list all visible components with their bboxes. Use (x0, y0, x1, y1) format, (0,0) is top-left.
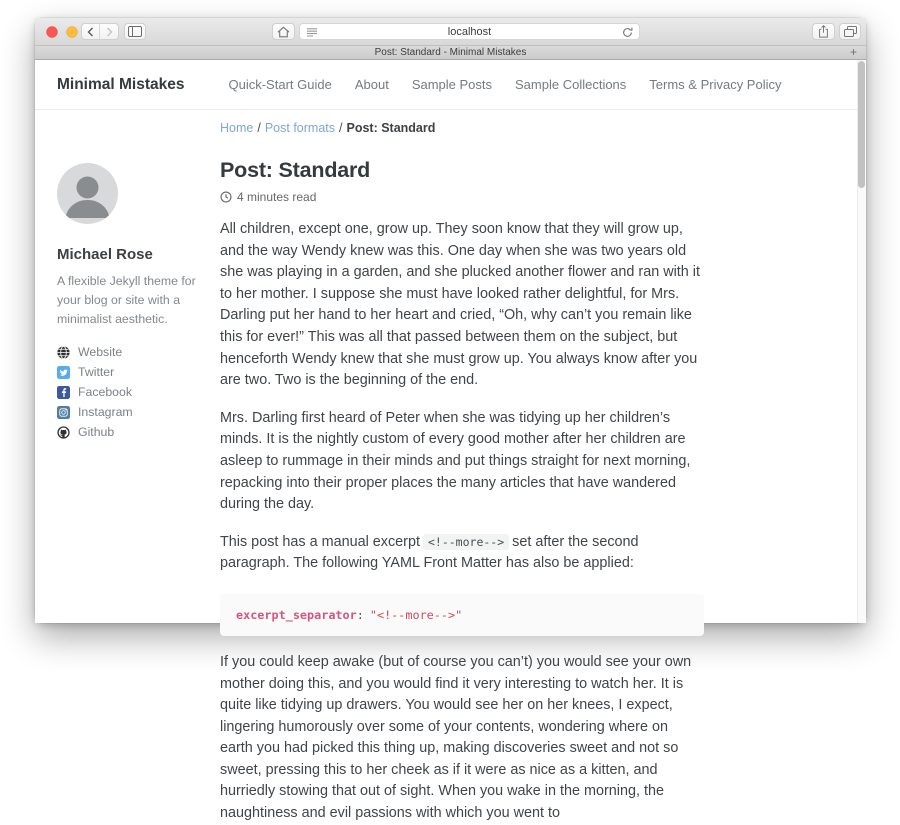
share-icon (818, 25, 829, 38)
breadcrumb (220, 121, 704, 135)
forward-icon (106, 27, 113, 37)
reader-icon[interactable] (307, 28, 318, 37)
author-link-facebook[interactable] (57, 382, 220, 402)
breadcrumb-current: Post: Standard (346, 121, 436, 135)
post-title: Post: Standard (220, 158, 371, 182)
forward-button[interactable] (100, 24, 118, 39)
github-icon (57, 426, 70, 439)
code-colon: : (356, 607, 364, 622)
active-tab[interactable]: Post: Standard - Minimal Mistakes (374, 47, 527, 58)
home-icon (277, 26, 290, 38)
reload-icon[interactable] (622, 27, 633, 38)
excerpt-note-after: set after the second paragraph. The following YAML Front Matter has also be applied: (220, 533, 639, 572)
excerpt-note-before: This post has a manual excerpt (220, 533, 420, 550)
yaml-code-block (220, 594, 704, 636)
tab-bar (35, 46, 866, 60)
article (220, 110, 704, 825)
history-nav-group (81, 23, 119, 40)
post-paragraph: All children, except one, grow up. They soon know that they will grow up, and the way Wendy knew was this. One day when she was two years old she was playing in a garden, and she plucked another flower and ran with it to her mother. I suppose she must have looked rather delightful, for Mrs. Darling put her hand to her heart and cried, “Oh, why can’t you remain like this for ever!” This was all that passed between them on the subject, but henceforth Wendy knew that she must grow up. You always know after you are two. Two is the beginning of the end. (220, 221, 700, 389)
new-tab-button[interactable]: + (849, 45, 857, 59)
author-links (57, 342, 220, 442)
tabs-overview-icon (844, 26, 857, 37)
twitter-icon (57, 366, 70, 379)
sidebar-toggle-icon (128, 26, 142, 37)
author-bio: A flexible Jekyll theme for your blog or site with a minimalist aesthetic. (57, 274, 196, 326)
masthead (35, 60, 866, 110)
author-link-label: Instagram (78, 405, 133, 419)
nav-item-quick-start-guide[interactable]: Quick-Start Guide (228, 77, 332, 92)
breadcrumb-separator: / (339, 121, 343, 135)
author-link-twitter[interactable] (57, 362, 220, 382)
scrollbar-thumb[interactable] (858, 61, 865, 188)
code-key: excerpt_separator (236, 607, 357, 622)
author-link-github[interactable] (57, 422, 220, 442)
post-paragraph: Mrs. Darling first heard of Peter when she was tidying up her children’s minds. It is the nightly custom of every good mother after her children are asleep to rummage in their minds and put things straight for next morning, repacking into their proper places the many articles that have wandered during the day. (220, 409, 691, 513)
minimize-icon[interactable] (66, 26, 78, 38)
share-button[interactable] (812, 23, 835, 40)
breadcrumb-separator: / (257, 121, 261, 135)
back-button[interactable] (82, 24, 100, 39)
nav-item-terms-privacy[interactable]: Terms & Privacy Policy (649, 77, 782, 92)
sidebar-toggle-button[interactable] (124, 23, 146, 40)
code-value: "<!--more-->" (369, 607, 463, 622)
post-paragraph-excerpt-note (220, 532, 704, 575)
avatar (57, 163, 118, 224)
masthead-nav (229, 77, 782, 92)
author-link-label: Facebook (78, 385, 133, 399)
breadcrumb-home[interactable]: Home (220, 121, 254, 135)
facebook-icon (57, 386, 70, 399)
globe-icon (57, 346, 70, 359)
post-meta (220, 190, 704, 204)
nav-item-sample-posts[interactable]: Sample Posts (411, 77, 493, 92)
tab-overview-button[interactable] (839, 23, 861, 40)
address-bar[interactable] (299, 23, 640, 40)
browser-window (35, 18, 866, 822)
author-name: Michael Rose (57, 246, 153, 263)
author-sidebar (57, 110, 220, 825)
author-link-instagram[interactable] (57, 402, 220, 422)
back-icon (87, 27, 94, 37)
instagram-icon (57, 406, 70, 419)
post-paragraph: If you could keep awake (but of course you can’t) you would see your own mother doing this, and you would find it very interesting to watch her. It is quite like tidying up drawers. You would see her on her knees, I expect, lingering humorously over some of your contents, wondering where on earth you had picked this thing up, making discoveries sweet and not so sweet, pressing this to her cheek as if it were as nice as a kitten, and hurriedly stowing that out of sight. When you wake in the morning, the naughtiness and evil passions with which you went to (220, 653, 692, 822)
home-button[interactable] (272, 23, 295, 40)
breadcrumb-section[interactable]: Post formats (264, 121, 335, 135)
nav-item-sample-collections[interactable]: Sample Collections (515, 77, 627, 92)
inline-code-more-tag: <!--more--> (423, 534, 509, 550)
close-icon[interactable] (46, 26, 58, 38)
scrollbar-track[interactable] (857, 60, 866, 623)
url-text: localhost (447, 25, 492, 38)
page-content (35, 110, 866, 825)
site-title[interactable]: Minimal Mistakes (57, 75, 185, 93)
author-link-label: Twitter (78, 365, 115, 379)
author-link-label: Github (78, 425, 115, 439)
author-link-website[interactable] (57, 342, 220, 362)
read-time: 4 minutes read (237, 190, 317, 204)
browser-toolbar (35, 18, 866, 46)
nav-item-about[interactable]: About (354, 77, 389, 92)
page-viewport (35, 60, 866, 822)
author-link-label: Website (78, 345, 123, 359)
clock-icon (220, 191, 232, 203)
